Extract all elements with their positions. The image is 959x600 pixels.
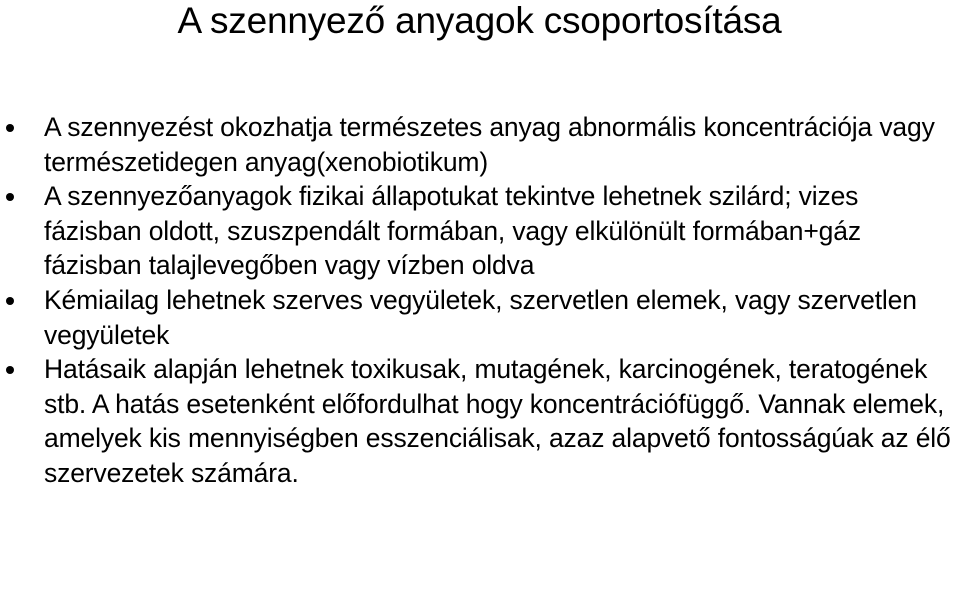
bullet-text: Hatásaik alapján lehetnek toxikusak, mutagének, karcinogének, teratogének stb. A hatás esetenként előfordulhat hogy koncentrációfüggő. Vannak elemek, amelyek kis mennyiségben esszenciálisak, azaz alapvető fontosságúak az élő szervezetek számára. (44, 354, 951, 488)
bullet-text: A szennyezőanyagok fizikai állapotukat tekintve lehetnek szilárd; vizes fázisban oldott, szuszpendált formában, vagy elkülönült formában+gáz fázisban talajlevegőben vagy vízben oldva (44, 181, 861, 281)
bullet-dot-icon (6, 297, 14, 305)
bullet-item (0, 110, 959, 179)
bullet-dot-icon (6, 193, 14, 201)
bullet-item (0, 283, 959, 352)
bullet-list (0, 110, 959, 491)
bullet-item (0, 179, 959, 283)
bullet-text: Kémiailag lehetnek szerves vegyületek, szervetlen elemek, vagy szervetlen vegyületek (44, 284, 917, 350)
bullet-dot-icon (6, 124, 14, 132)
bullet-dot-icon (6, 366, 14, 374)
bullet-item (0, 352, 959, 490)
slide-title: A szennyező anyagok csoportosítása (177, 0, 782, 41)
bullet-text: A szennyezést okozhatja természetes anyag abnormális koncentrációja vagy természetidegen anyag(xenobiotikum) (44, 112, 935, 177)
